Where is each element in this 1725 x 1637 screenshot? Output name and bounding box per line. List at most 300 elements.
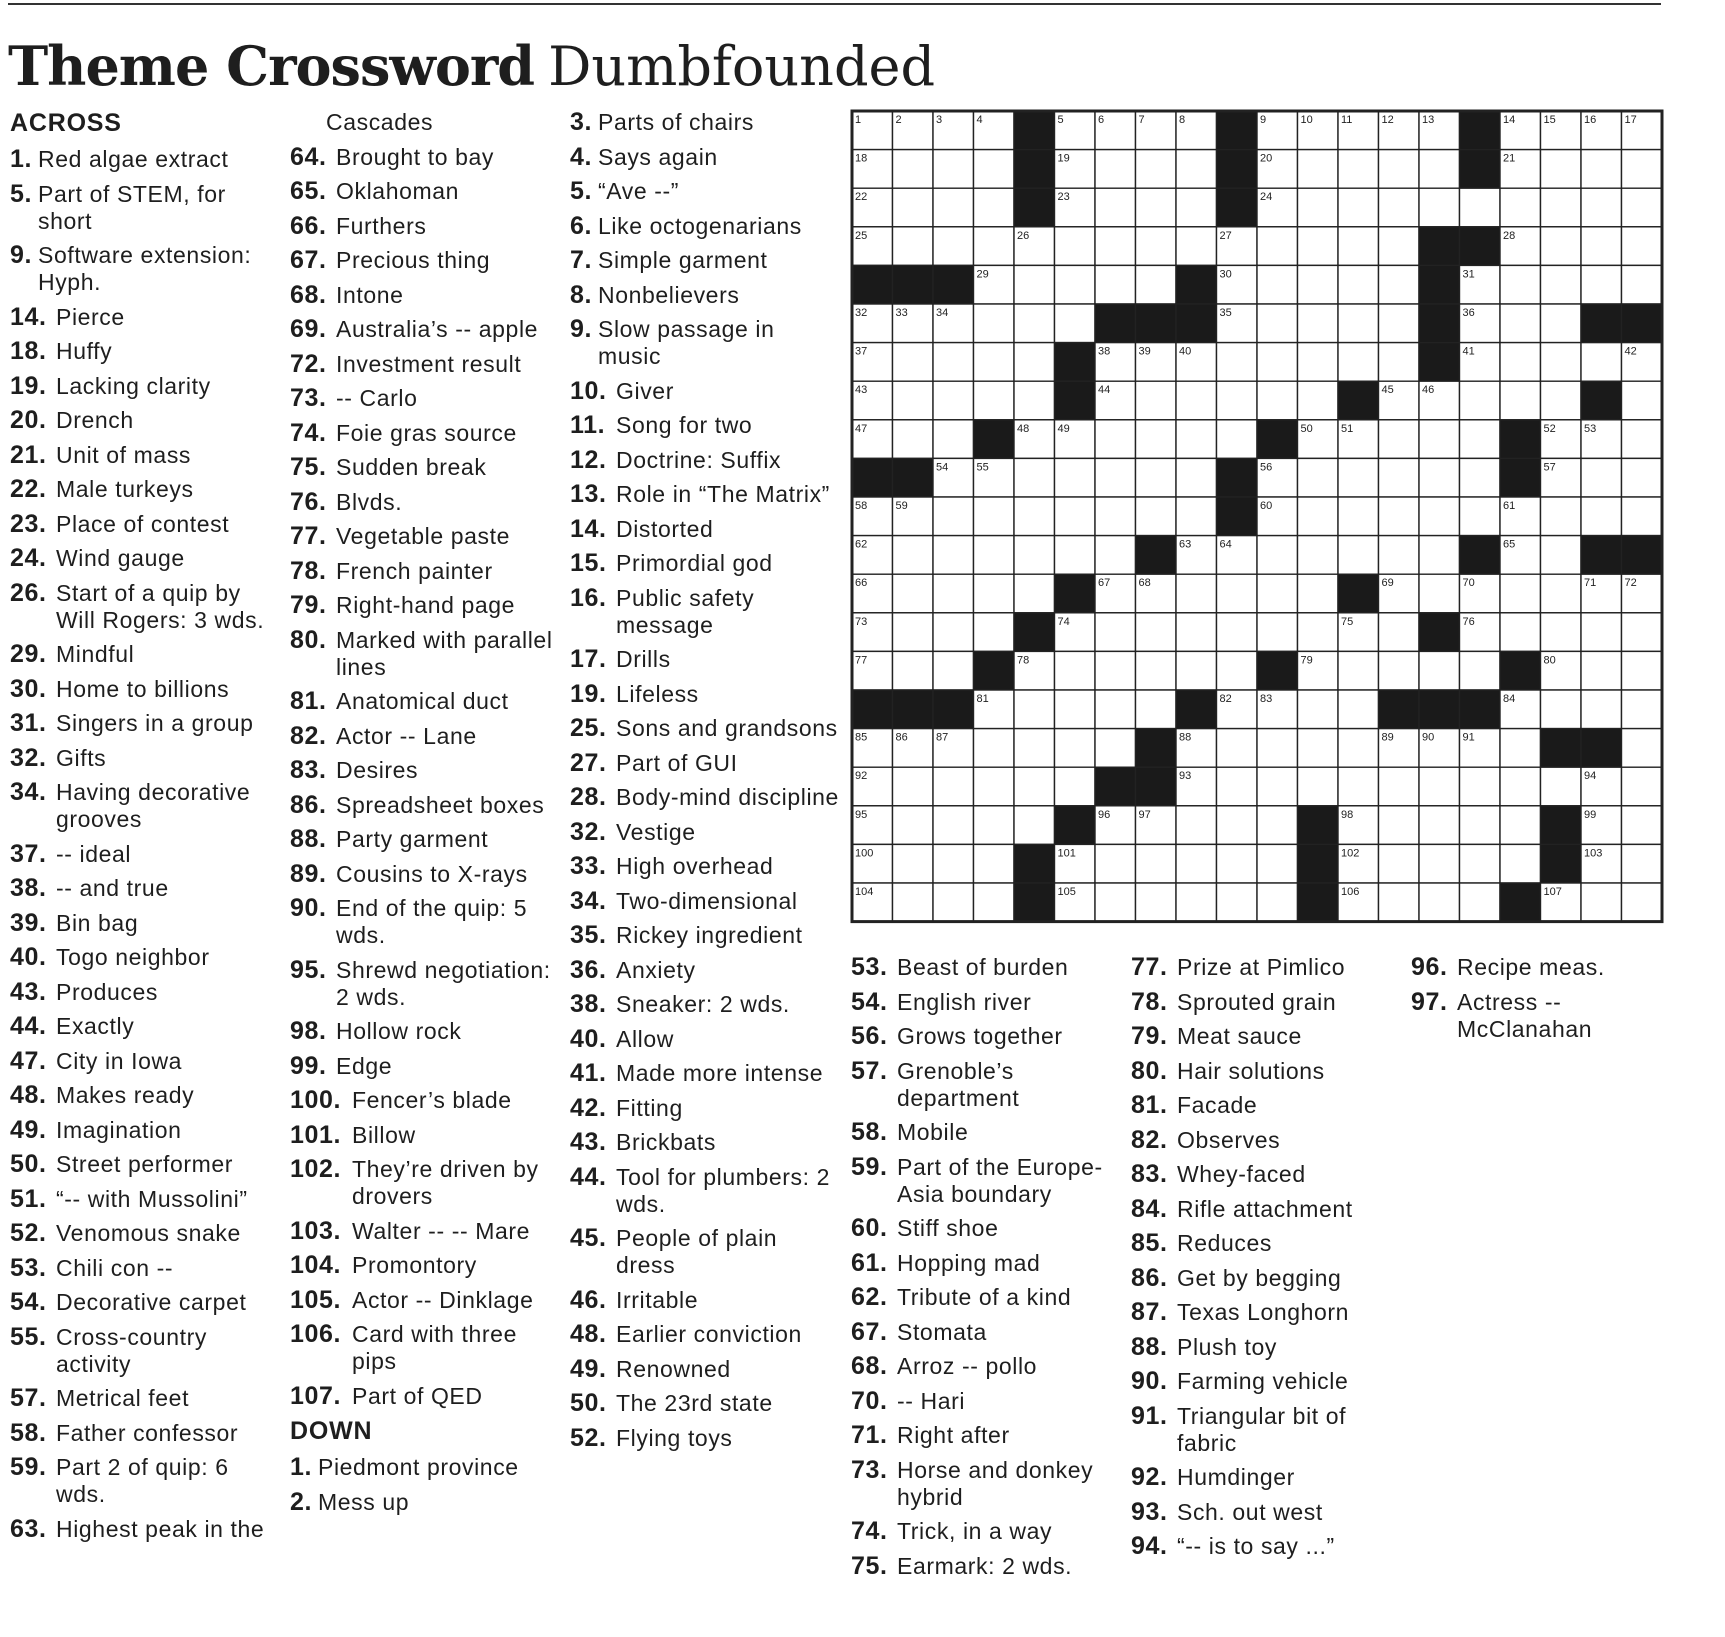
grid-cell[interactable]	[1095, 227, 1136, 266]
grid-cell[interactable]	[1541, 343, 1582, 382]
grid-cell[interactable]	[1257, 343, 1298, 382]
clue-text: Earmark: 2 wds.	[897, 1552, 1073, 1579]
grid-cell[interactable]	[1014, 574, 1055, 613]
grid-cell[interactable]	[1217, 381, 1258, 420]
grid-cell[interactable]	[933, 381, 974, 420]
grid-cell[interactable]	[974, 150, 1015, 189]
grid-cell[interactable]	[1541, 497, 1582, 536]
grid-cell[interactable]	[1338, 304, 1379, 343]
grid-cell[interactable]	[1136, 613, 1177, 652]
grid-cell[interactable]	[1257, 883, 1298, 922]
grid-cell[interactable]	[1541, 150, 1582, 189]
grid-number: 40	[1179, 345, 1192, 358]
grid-cell[interactable]	[1136, 883, 1177, 922]
grid-cell[interactable]	[1419, 844, 1460, 883]
grid-cell[interactable]	[1055, 497, 1096, 536]
grid-cell[interactable]	[1217, 844, 1258, 883]
grid-number: 20	[1260, 152, 1273, 165]
grid-cell[interactable]	[1136, 844, 1177, 883]
grid-cell[interactable]	[1176, 844, 1217, 883]
grid-cell[interactable]	[1095, 883, 1136, 922]
grid-number: 51	[1341, 422, 1354, 435]
grid-block	[933, 265, 974, 304]
grid-block	[1136, 729, 1177, 768]
grid-cell[interactable]	[1014, 265, 1055, 304]
clue-number: 34.	[10, 778, 47, 806]
grid-cell[interactable]	[1176, 227, 1217, 266]
grid-number: 98	[1341, 808, 1354, 821]
grid-cell[interactable]	[1338, 690, 1379, 729]
grid-cell[interactable]	[893, 343, 934, 382]
grid-cell[interactable]	[1581, 227, 1622, 266]
grid-cell[interactable]	[1298, 574, 1339, 613]
grid-cell[interactable]	[893, 844, 934, 883]
clue-text: Street performer	[56, 1151, 234, 1177]
grid-cell[interactable]	[1338, 458, 1379, 497]
grid-cell[interactable]	[1338, 265, 1379, 304]
grid-cell[interactable]	[1055, 304, 1096, 343]
grid-cell[interactable]	[1622, 729, 1663, 768]
grid-cell[interactable]	[1379, 767, 1420, 806]
grid-cell[interactable]	[1338, 536, 1379, 575]
title-light: Dumbfounded	[548, 35, 936, 98]
clue-number: 44.	[570, 1162, 607, 1191]
grid-cell[interactable]	[1095, 497, 1136, 536]
grid-block	[1257, 420, 1298, 459]
clue-item	[1411, 954, 1679, 981]
grid-cell[interactable]	[1257, 806, 1298, 845]
grid-cell[interactable]	[1541, 767, 1582, 806]
grid-cell[interactable]	[1298, 227, 1339, 266]
grid-cell[interactable]	[893, 806, 934, 845]
grid-cell[interactable]	[1581, 613, 1622, 652]
grid-cell[interactable]	[1257, 536, 1298, 575]
grid-cell[interactable]	[933, 767, 974, 806]
clue-text: Anatomical duct	[336, 688, 509, 714]
grid-cell[interactable]	[893, 381, 934, 420]
grid-cell[interactable]	[1095, 613, 1136, 652]
grid-cell[interactable]	[933, 613, 974, 652]
grid-cell[interactable]	[1136, 188, 1177, 227]
grid-cell[interactable]	[893, 420, 934, 459]
grid-cell[interactable]	[1460, 651, 1501, 690]
grid-cell[interactable]	[974, 883, 1015, 922]
clue-number: 66.	[290, 211, 327, 240]
grid-cell[interactable]	[1298, 381, 1339, 420]
grid-cell[interactable]	[1095, 265, 1136, 304]
grid-cell[interactable]	[1298, 690, 1339, 729]
grid-cell[interactable]	[1581, 497, 1622, 536]
clue-item	[10, 1220, 272, 1247]
grid-cell[interactable]	[1622, 188, 1663, 227]
grid-cell[interactable]	[933, 536, 974, 575]
grid-cell[interactable]	[1217, 613, 1258, 652]
grid-cell[interactable]	[1136, 150, 1177, 189]
grid-cell[interactable]	[1622, 883, 1663, 922]
grid-cell[interactable]	[1298, 304, 1339, 343]
grid-cell[interactable]	[1338, 497, 1379, 536]
grid-block	[1217, 188, 1258, 227]
grid-cell[interactable]	[1500, 381, 1541, 420]
grid-cell[interactable]	[1055, 227, 1096, 266]
grid-cell[interactable]	[1298, 343, 1339, 382]
grid-cell[interactable]	[974, 844, 1015, 883]
grid-cell[interactable]	[893, 883, 934, 922]
clue-number: 15.	[570, 549, 607, 577]
grid-cell[interactable]	[1622, 381, 1663, 420]
grid-cell[interactable]	[1014, 690, 1055, 729]
grid-cell[interactable]	[1460, 806, 1501, 845]
clue-item	[570, 1287, 840, 1314]
grid-cell[interactable]	[1257, 767, 1298, 806]
grid-cell[interactable]	[1419, 150, 1460, 189]
grid-cell[interactable]	[1257, 729, 1298, 768]
grid-number: 6	[1098, 114, 1105, 126]
grid-cell[interactable]	[1460, 188, 1501, 227]
grid-cell[interactable]	[1541, 381, 1582, 420]
grid-cell[interactable]	[1581, 651, 1622, 690]
grid-cell[interactable]	[1419, 188, 1460, 227]
grid-cell[interactable]	[974, 497, 1015, 536]
grid-cell[interactable]	[1257, 304, 1298, 343]
grid-cell[interactable]	[974, 227, 1015, 266]
grid-cell[interactable]	[1581, 883, 1622, 922]
grid-cell[interactable]	[1379, 420, 1420, 459]
grid-cell[interactable]	[893, 613, 934, 652]
clue-text: English river	[897, 988, 1032, 1015]
grid-cell[interactable]	[1055, 651, 1096, 690]
grid-cell[interactable]	[1055, 458, 1096, 497]
grid-cell[interactable]	[1338, 227, 1379, 266]
grid-cell[interactable]	[1298, 150, 1339, 189]
grid-cell[interactable]	[893, 227, 934, 266]
grid-cell[interactable]	[1257, 574, 1298, 613]
grid-cell[interactable]	[933, 420, 974, 459]
grid-cell[interactable]	[1136, 381, 1177, 420]
clue-number: 71.	[851, 1421, 888, 1449]
grid-cell[interactable]	[1622, 227, 1663, 266]
grid-cell[interactable]	[1298, 767, 1339, 806]
grid-cell[interactable]	[1257, 381, 1298, 420]
grid-cell[interactable]	[1176, 574, 1217, 613]
grid-cell[interactable]	[1541, 613, 1582, 652]
clue-number: 9.	[10, 241, 33, 269]
grid-cell[interactable]	[1055, 729, 1096, 768]
grid-cell[interactable]	[1014, 304, 1055, 343]
grid-cell[interactable]	[933, 844, 974, 883]
grid-cell[interactable]	[1176, 381, 1217, 420]
grid-cell[interactable]	[1095, 150, 1136, 189]
grid-cell[interactable]	[1257, 227, 1298, 266]
grid-number: 102	[1341, 847, 1360, 860]
grid-cell[interactable]	[1419, 497, 1460, 536]
grid-cell[interactable]	[974, 536, 1015, 575]
clue-text: Red algae extract	[38, 146, 229, 172]
grid-cell[interactable]	[1622, 767, 1663, 806]
grid-cell[interactable]	[1298, 536, 1339, 575]
grid-cell[interactable]	[1379, 844, 1420, 883]
grid-cell[interactable]	[1298, 188, 1339, 227]
grid-cell[interactable]	[1176, 420, 1217, 459]
grid-cell[interactable]	[1581, 188, 1622, 227]
grid-cell[interactable]	[1500, 767, 1541, 806]
grid-cell[interactable]	[1176, 806, 1217, 845]
grid-cell[interactable]	[1298, 265, 1339, 304]
grid-cell[interactable]	[1338, 767, 1379, 806]
grid-cell[interactable]	[1379, 651, 1420, 690]
clue-item	[10, 1385, 272, 1412]
grid-cell[interactable]	[1176, 883, 1217, 922]
grid-cell[interactable]	[1419, 806, 1460, 845]
grid-cell[interactable]	[893, 651, 934, 690]
grid-cell[interactable]	[1379, 458, 1420, 497]
grid-cell[interactable]	[1622, 806, 1663, 845]
grid-cell[interactable]	[1095, 420, 1136, 459]
grid-cell[interactable]	[1419, 767, 1460, 806]
grid-cell[interactable]	[933, 150, 974, 189]
grid-cell[interactable]	[1014, 343, 1055, 382]
grid-cell[interactable]	[1176, 651, 1217, 690]
grid-cell[interactable]	[1419, 420, 1460, 459]
grid-cell[interactable]	[1014, 497, 1055, 536]
grid-cell[interactable]	[1541, 265, 1582, 304]
grid-cell[interactable]	[1095, 729, 1136, 768]
grid-cell[interactable]	[1460, 883, 1501, 922]
grid-cell[interactable]	[1500, 265, 1541, 304]
grid-cell[interactable]	[1581, 458, 1622, 497]
grid-cell[interactable]	[1622, 497, 1663, 536]
grid-cell[interactable]	[1379, 613, 1420, 652]
grid-cell[interactable]	[1014, 458, 1055, 497]
grid-cell[interactable]	[1379, 806, 1420, 845]
grid-cell[interactable]	[1500, 188, 1541, 227]
grid-cell[interactable]	[1541, 574, 1582, 613]
grid-cell[interactable]	[893, 150, 934, 189]
grid-cell[interactable]	[1500, 304, 1541, 343]
grid-cell[interactable]	[1460, 420, 1501, 459]
grid-cell[interactable]	[893, 188, 934, 227]
grid-cell[interactable]	[1055, 767, 1096, 806]
clue-item	[570, 378, 840, 405]
grid-cell[interactable]	[1136, 497, 1177, 536]
grid-cell[interactable]	[1622, 613, 1663, 652]
grid-cell[interactable]	[1541, 227, 1582, 266]
grid-cell[interactable]	[893, 536, 934, 575]
grid-cell[interactable]	[1500, 574, 1541, 613]
grid-cell[interactable]	[1298, 458, 1339, 497]
grid-number: 60	[1260, 500, 1273, 512]
grid-cell[interactable]	[974, 767, 1015, 806]
grid-cell[interactable]	[1338, 150, 1379, 189]
grid-cell[interactable]	[1622, 420, 1663, 459]
clue-text: Brought to bay	[336, 143, 495, 170]
grid-cell[interactable]	[974, 574, 1015, 613]
clue-text: Piedmont province	[318, 1454, 519, 1480]
grid-cell[interactable]	[1581, 343, 1622, 382]
grid-number: 75	[1341, 615, 1354, 628]
grid-cell[interactable]	[1338, 651, 1379, 690]
grid-cell[interactable]	[1379, 188, 1420, 227]
grid-cell[interactable]	[1217, 729, 1258, 768]
grid-cell[interactable]	[1176, 497, 1217, 536]
grid-cell[interactable]	[933, 806, 974, 845]
grid-cell[interactable]	[1217, 651, 1258, 690]
grid-cell[interactable]	[1014, 536, 1055, 575]
clue-item	[10, 1255, 272, 1282]
grid-cell[interactable]	[1419, 458, 1460, 497]
grid-cell[interactable]	[1217, 574, 1258, 613]
grid-cell[interactable]	[933, 883, 974, 922]
clue-text: Trick, in a way	[897, 1518, 1053, 1544]
grid-number: 24	[1260, 191, 1273, 204]
grid-cell[interactable]	[1622, 651, 1663, 690]
clue-item	[290, 592, 560, 619]
grid-cell[interactable]	[1055, 536, 1096, 575]
clue-number: 90.	[290, 894, 327, 922]
grid-cell[interactable]	[1217, 806, 1258, 845]
grid-cell[interactable]	[1379, 343, 1420, 382]
grid-cell[interactable]	[974, 729, 1015, 768]
grid-number: 89	[1381, 731, 1394, 744]
grid-cell[interactable]	[1460, 381, 1501, 420]
grid-cell[interactable]	[1500, 613, 1541, 652]
grid-cell[interactable]	[1379, 227, 1420, 266]
clue-text: -- and true	[56, 875, 169, 901]
grid-cell[interactable]	[1136, 265, 1177, 304]
grid-cell[interactable]	[1298, 613, 1339, 652]
clue-item	[851, 1319, 1119, 1346]
clue-text: Unit of mass	[56, 441, 192, 468]
grid-cell[interactable]	[1176, 188, 1217, 227]
grid-cell[interactable]	[1419, 574, 1460, 613]
grid-block	[1176, 690, 1217, 729]
grid-cell[interactable]	[1419, 651, 1460, 690]
grid-cell[interactable]	[933, 497, 974, 536]
grid-cell[interactable]	[1014, 381, 1055, 420]
grid-cell[interactable]	[974, 806, 1015, 845]
clue-number: 107.	[290, 1381, 342, 1410]
grid-cell[interactable]	[1095, 651, 1136, 690]
grid-cell[interactable]	[933, 188, 974, 227]
grid-cell[interactable]	[1257, 844, 1298, 883]
clue-text: The 23rd state	[616, 1390, 773, 1416]
grid-cell[interactable]	[1622, 265, 1663, 304]
grid-cell[interactable]	[974, 613, 1015, 652]
grid-block	[1581, 536, 1622, 575]
grid-cell[interactable]	[1581, 150, 1622, 189]
grid-cell[interactable]	[974, 343, 1015, 382]
grid-cell[interactable]	[1257, 265, 1298, 304]
clue-text: Whey-faced	[1177, 1161, 1306, 1187]
clue-text: Vestige	[616, 818, 696, 845]
grid-number: 74	[1057, 615, 1070, 628]
grid-cell[interactable]	[1217, 343, 1258, 382]
grid-cell[interactable]	[933, 574, 974, 613]
grid-cell[interactable]	[1379, 265, 1420, 304]
grid-cell[interactable]	[933, 227, 974, 266]
grid-cell[interactable]	[1055, 265, 1096, 304]
grid-cell[interactable]	[1500, 729, 1541, 768]
grid-cell[interactable]	[1581, 265, 1622, 304]
grid-cell[interactable]	[1095, 188, 1136, 227]
grid-cell[interactable]	[1217, 767, 1258, 806]
grid-cell[interactable]	[1500, 844, 1541, 883]
grid-cell[interactable]	[1379, 497, 1420, 536]
grid-cell[interactable]	[1176, 613, 1217, 652]
grid-cell[interactable]	[933, 343, 974, 382]
grid-cell[interactable]	[1095, 458, 1136, 497]
grid-cell[interactable]	[974, 304, 1015, 343]
grid-cell[interactable]	[1622, 690, 1663, 729]
grid-cell[interactable]	[1176, 150, 1217, 189]
grid-cell[interactable]	[1500, 343, 1541, 382]
grid-cell[interactable]	[1298, 729, 1339, 768]
grid-cell[interactable]	[1622, 150, 1663, 189]
grid-number: 4	[976, 114, 983, 126]
grid-cell[interactable]	[893, 767, 934, 806]
grid-cell[interactable]	[1136, 690, 1177, 729]
grid-cell[interactable]	[1379, 883, 1420, 922]
grid-cell[interactable]	[1298, 497, 1339, 536]
grid-cell[interactable]	[974, 381, 1015, 420]
clue-text: Doctrine: Suffix	[616, 446, 782, 473]
grid-cell[interactable]	[1136, 420, 1177, 459]
grid-cell[interactable]	[1217, 883, 1258, 922]
grid-cell[interactable]	[1460, 844, 1501, 883]
grid-cell[interactable]	[1379, 536, 1420, 575]
grid-cell[interactable]	[1460, 767, 1501, 806]
grid-cell[interactable]	[1055, 690, 1096, 729]
grid-cell[interactable]	[893, 574, 934, 613]
grid-cell[interactable]	[933, 651, 974, 690]
grid-cell[interactable]	[1338, 188, 1379, 227]
grid-cell[interactable]	[1095, 690, 1136, 729]
grid-cell[interactable]	[1622, 844, 1663, 883]
grid-cell[interactable]	[1095, 844, 1136, 883]
grid-cell[interactable]	[1541, 304, 1582, 343]
grid-cell[interactable]	[1460, 458, 1501, 497]
grid-cell[interactable]	[1338, 343, 1379, 382]
grid-cell[interactable]	[1500, 806, 1541, 845]
grid-cell[interactable]	[1379, 150, 1420, 189]
grid-cell[interactable]	[1136, 651, 1177, 690]
grid-cell[interactable]	[1338, 729, 1379, 768]
grid-cell[interactable]	[1541, 536, 1582, 575]
title-bold: Theme Crossword	[8, 34, 535, 98]
grid-cell[interactable]	[1095, 536, 1136, 575]
grid-cell[interactable]	[1217, 420, 1258, 459]
clue-text: Sprouted grain	[1177, 988, 1337, 1015]
grid-cell[interactable]	[1014, 806, 1055, 845]
grid-cell[interactable]	[1379, 304, 1420, 343]
grid-cell[interactable]	[1460, 497, 1501, 536]
grid-cell[interactable]	[1541, 690, 1582, 729]
grid-cell[interactable]	[1014, 767, 1055, 806]
grid-cell[interactable]	[1622, 458, 1663, 497]
grid-cell[interactable]	[1541, 188, 1582, 227]
clue-number: 67.	[290, 246, 327, 274]
grid-cell[interactable]	[1176, 458, 1217, 497]
grid-cell[interactable]	[1014, 729, 1055, 768]
grid-cell[interactable]	[1419, 883, 1460, 922]
grid-number: 70	[1462, 577, 1475, 590]
grid-cell[interactable]	[974, 188, 1015, 227]
grid-cell[interactable]	[1257, 613, 1298, 652]
grid-cell[interactable]	[1136, 227, 1177, 266]
grid-cell[interactable]	[1419, 536, 1460, 575]
grid-cell[interactable]	[1136, 458, 1177, 497]
grid-cell[interactable]	[1581, 690, 1622, 729]
